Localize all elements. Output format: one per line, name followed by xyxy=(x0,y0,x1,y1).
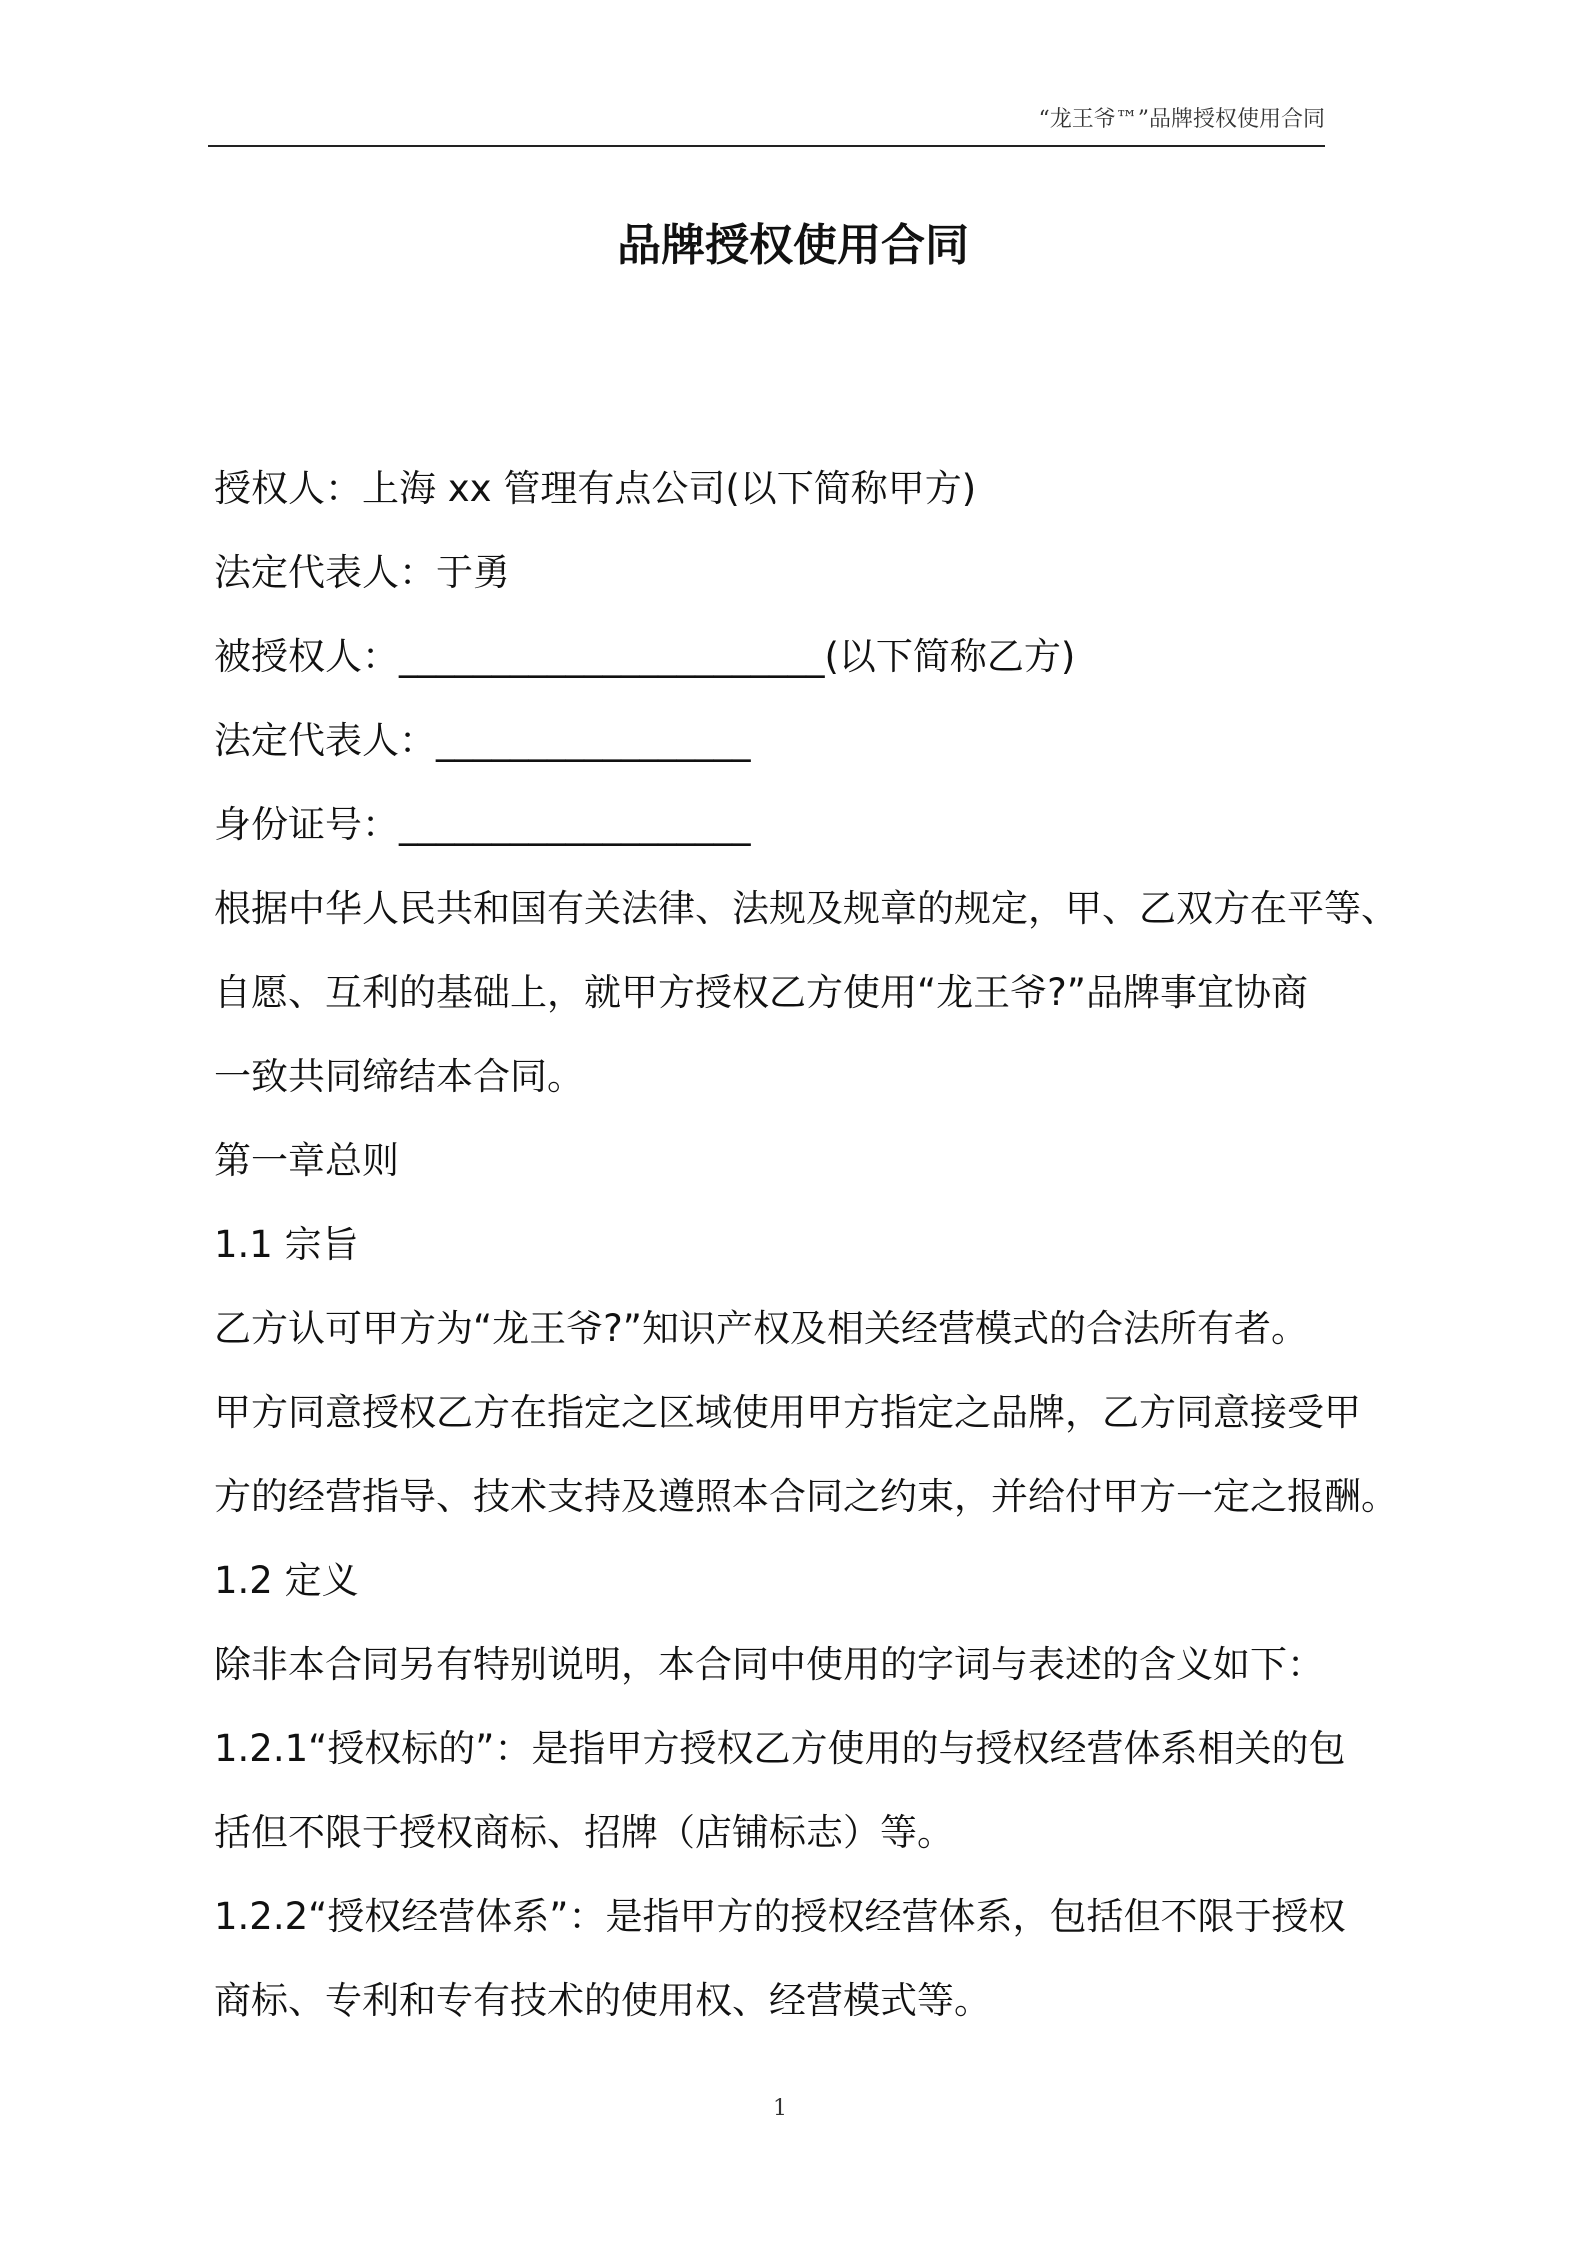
paragraph-line: 方的经营指导、技术支持及遵照本合同之约束，并给付甲方一定之报酬。 xyxy=(214,1475,1398,1518)
licensor-representative-line: 法定代表人：于勇 xyxy=(214,551,510,594)
paragraph-line: 乙方认可甲方为“龙王爷?”知识产权及相关经营模式的合法所有者。 xyxy=(214,1307,1308,1350)
document-title: 品牌授权使用合同 xyxy=(617,220,969,271)
contract-body xyxy=(214,447,1398,2043)
section-heading: 1.1 宗旨 xyxy=(214,1223,359,1266)
running-header: “龙王爷™”品牌授权使用合同 xyxy=(1038,107,1325,132)
section-heading: 1.2 定义 xyxy=(214,1559,359,1602)
clause-line: 1.2.1“授权标的”：是指甲方授权乙方使用的与授权经营体系相关的包 xyxy=(214,1727,1346,1770)
licensor-line: 授权人：上海 xx 管理有点公司(以下简称甲方) xyxy=(214,467,977,510)
licensee-representative-line: 法定代表人：_________________ xyxy=(214,719,751,762)
clause-line: 商标、专利和专有技术的使用权、经营模式等。 xyxy=(214,1979,991,2022)
preamble-line: 一致共同缔结本合同。 xyxy=(214,1055,584,1098)
preamble-line: 自愿、互利的基础上，就甲方授权乙方使用“龙王爷?”品牌事宜协商 xyxy=(214,971,1308,1014)
paragraph-line: 除非本合同另有特别说明，本合同中使用的字词与表述的含义如下： xyxy=(214,1643,1324,1686)
header-divider xyxy=(208,145,1325,147)
licensee-line: 被授权人：_______________________(以下简称乙方) xyxy=(214,635,1076,678)
id-number-line: 身份证号：___________________ xyxy=(214,803,751,846)
clause-line: 括但不限于授权商标、招牌（店铺标志）等。 xyxy=(214,1811,954,1854)
chapter-heading: 第一章总则 xyxy=(214,1139,399,1182)
page-number: 1 xyxy=(773,2096,787,2121)
paragraph-line: 甲方同意授权乙方在指定之区域使用甲方指定之品牌，乙方同意接受甲 xyxy=(214,1391,1361,1434)
preamble-line: 根据中华人民共和国有关法律、法规及规章的规定，甲、乙双方在平等、 xyxy=(214,887,1398,930)
clause-line: 1.2.2“授权经营体系”：是指甲方的授权经营体系，包括但不限于授权 xyxy=(214,1895,1346,1938)
